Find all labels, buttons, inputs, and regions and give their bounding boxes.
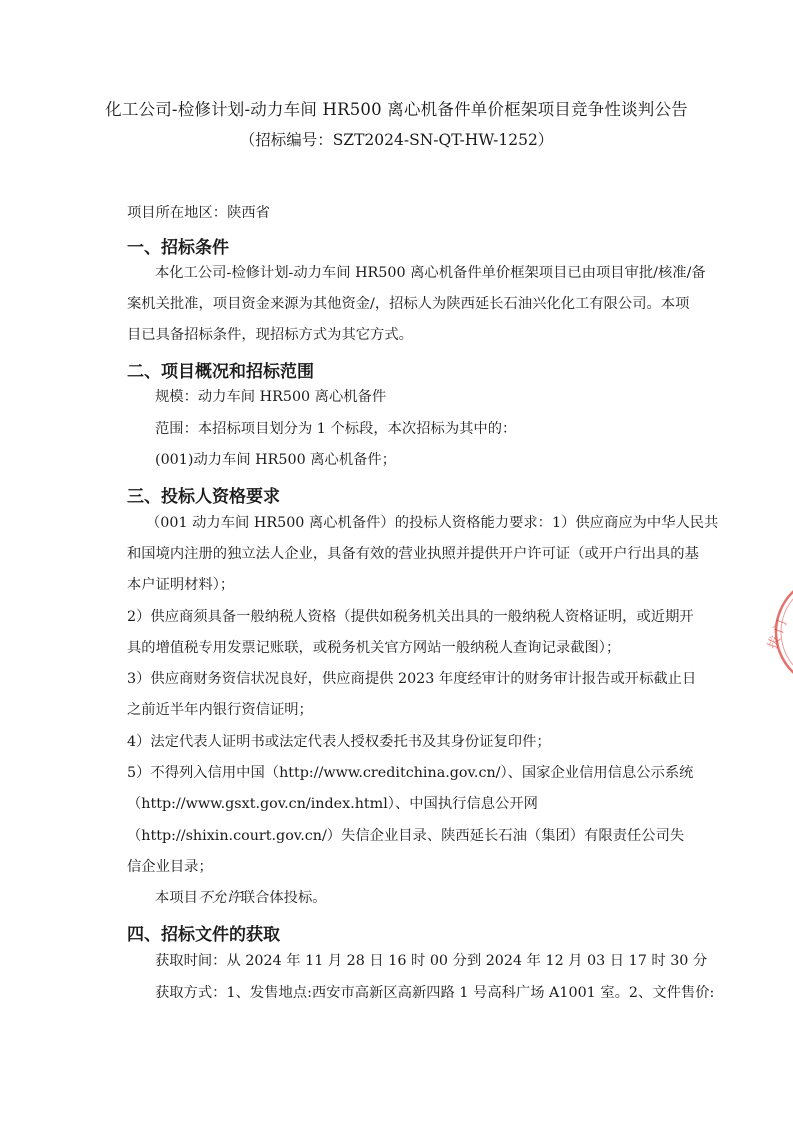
paragraph-line: （http://www.gsxt.gov.cn/index.html）、中国执行信息公开网 [127, 796, 538, 812]
paragraph-line: （http://shixin.court.gov.cn/）失信企业目录、陕西延长石油（集团）有限责任公司失 [127, 828, 685, 844]
paragraph-line: 案机关批准，项目资金来源为其他资金/，招标人为陕西延长石油兴化化工有限公司。本项 [127, 296, 690, 312]
project-region: 项目所在地区：陕西省 [127, 205, 270, 221]
paragraph-line: 获取方式：1、发售地点:西安市高新区高新四路 1 号高科广场 A1001 室。2、文件售价: [155, 985, 715, 1001]
consortium-statement [155, 888, 327, 908]
consortium-flag: 不允许 [197, 890, 241, 906]
section-heading-overview: 二、项目概况和招标范围 [127, 362, 314, 382]
paragraph-line: （001 动力车间 HR500 离心机备件）的投标人资格能力要求：1）供应商应为中华人民共 [146, 515, 719, 531]
section-heading-qualification: 三、投标人资格要求 [127, 487, 280, 507]
paragraph-line: 4）法定代表人证明书或法定代表人授权委托书及其身份证复印件； [127, 734, 551, 750]
section-heading-documents: 四、招标文件的获取 [127, 925, 280, 945]
paragraph-line: 规模：动力车间 HR500 离心机备件 [155, 389, 387, 405]
paragraph-line: 具的增值税专用发票记账联，或税务机关官方网站一般纳税人查询记录截图）； [127, 640, 621, 656]
document-title: 化工公司-检修计划-动力车间 HR500 离心机备件单价框架项目竞争性谈判公告 [105, 100, 688, 119]
svg-text:拔 门: 拔 门 [765, 617, 791, 652]
section-heading-conditions: 一、招标条件 [127, 238, 229, 258]
paragraph-line: 和国境内注册的独立法人企业，具备有效的营业执照并提供开户许可证（或开户行出具的基 [127, 546, 699, 562]
paragraph-line: 之前近半年内银行资信证明； [127, 702, 313, 718]
company-seal [762, 572, 793, 692]
paragraph-line: 2）供应商须具备一般纳税人资格（提供如税务机关出具的一般纳税人资格证明，或近期开 [127, 609, 694, 625]
paragraph-line: 5）不得列入信用中国（http://www.creditchina.gov.cn/）、国家企业信用信息公示系统 [127, 765, 694, 781]
consortium-prefix: 本项目 [155, 890, 198, 906]
paragraph-line: 目已具备招标条件，现招标方式为其它方式。 [127, 327, 413, 343]
paragraph-line: 本户证明材料）； [127, 577, 235, 593]
paragraph-line: 3）供应商财务资信状况良好，供应商提供 2023 年度经审计的财务审计报告或开标截止日 [127, 671, 697, 687]
tender-code: （招标编号：SZT2024-SN-QT-HW-1252） [239, 131, 554, 149]
paragraph-line: (001)动力车间 HR500 离心机备件； [155, 452, 397, 468]
paragraph-line: 范围：本招标项目划分为 1 个标段，本次招标为其中的： [155, 421, 517, 437]
consortium-suffix: 联合体投标。 [240, 890, 327, 906]
paragraph-line: 获取时间：从 2024 年 11 月 28 日 16 时 00 分到 2024 年 12 月 03 日 17 时 30 分 [155, 953, 708, 969]
paragraph-line: 信企业目录； [127, 859, 213, 875]
paragraph-line: 本化工公司-检修计划-动力车间 HR500 离心机备件单价框架项目已由项目审批/核准/备 [155, 265, 706, 281]
